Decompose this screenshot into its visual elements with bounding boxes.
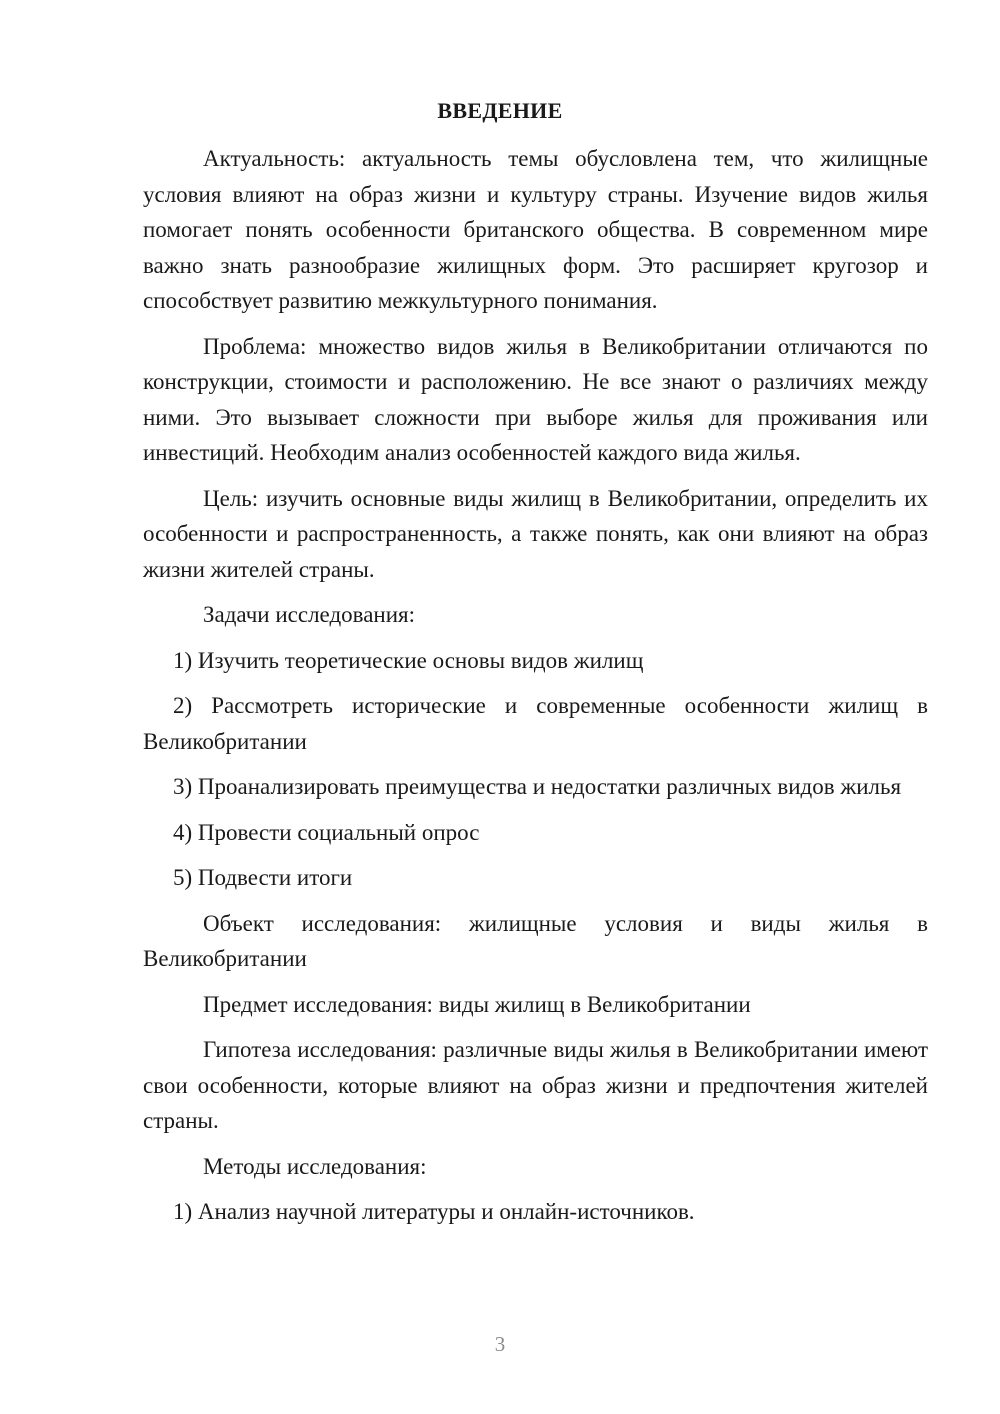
hypothesis-paragraph: Гипотеза исследования: различные виды жилья в Великобритании имеют свои особенности, которые влияют на образ жизни и предпочтения жителей страны. (143, 1037, 928, 1133)
goal-paragraph: Цель: изучить основные виды жилищ в Великобритании, определить их особенности и распространенность, а также понять, как они влияют на образ жизни жителей страны. (143, 485, 928, 582)
task-item: 2) Рассмотреть исторические и современные особенности жилищ в Великобритании (143, 693, 928, 754)
task-item: 1) Изучить теоретические основы видов жилищ (173, 647, 644, 673)
relevance-paragraph: Актуальность: актуальность темы обусловлена тем, что жилищные условия влияют на образ жизни и культуру страны. Изучение видов жилья помогает понять особенности британского общества. В современном мире важно знать разнообразие жилищных форм. Это расширяет кругозор и способствует развитию межкультурного понимания. (143, 146, 928, 313)
tasks-heading: Задачи исследования: (203, 602, 416, 627)
object-paragraph: Объект исследования: жилищные условия и виды жилья в Великобритании (143, 910, 928, 971)
problem-paragraph: Проблема: множество видов жилья в Великобритании отличаются по конструкции, стоимости и расположению. Не все знают о различиях между ними. Это вызывает сложности при выборе жилья для проживания или инвестиций. Необходим анализ особенностей каждого вида жилья. (143, 333, 928, 465)
body-text (143, 141, 928, 1240)
task-item: 3) Проанализировать преимущества и недостатки различных видов жилья (173, 774, 902, 799)
method-item: 1) Анализ научной литературы и онлайн-источников. (173, 1199, 695, 1224)
section-title: ВВЕДЕНИЕ (437, 98, 563, 123)
task-item: 5) Подвести итоги (173, 865, 353, 890)
task-item: 4) Провести социальный опрос (173, 819, 480, 845)
subject-paragraph: Предмет исследования: виды жилищ в Великобритании (203, 991, 751, 1017)
page-number: 3 (494, 1332, 506, 1356)
methods-heading: Методы исследования: (203, 1153, 427, 1179)
